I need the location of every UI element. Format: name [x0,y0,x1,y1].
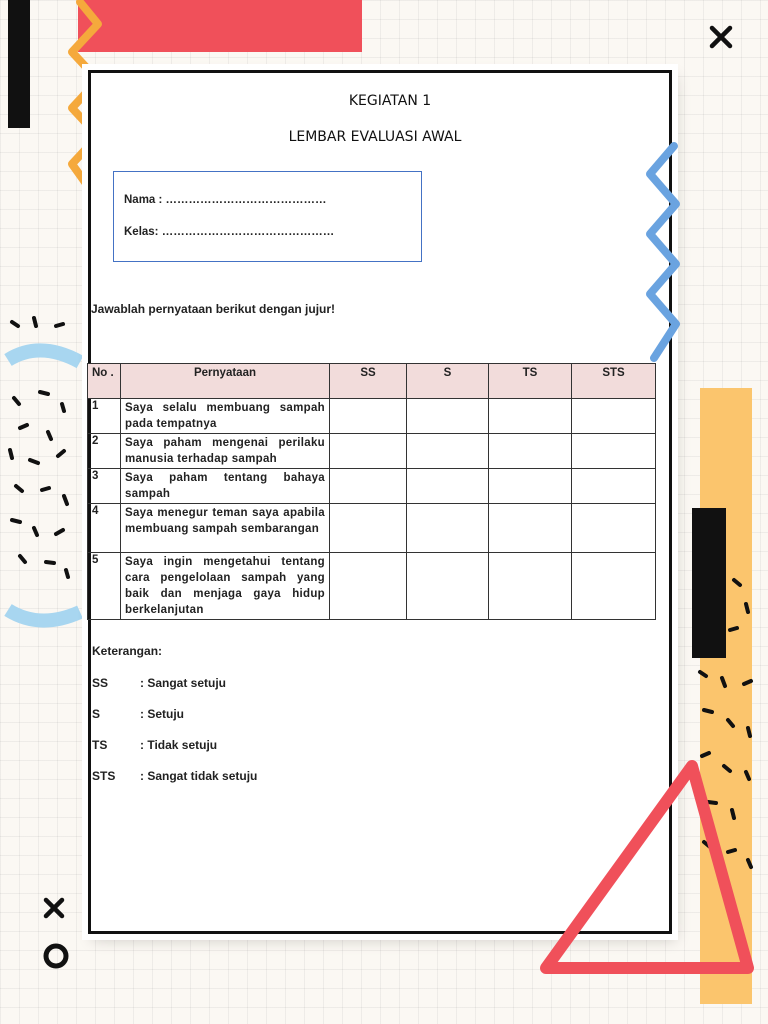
left-confetti-pattern [0,300,90,660]
header-ss: SS [330,364,407,399]
answer-cell-ss[interactable] [330,553,407,620]
answer-cell-ts[interactable] [489,504,572,553]
red-block-top [78,0,362,52]
header-sts: STS [572,364,656,399]
legend-key: SS [92,676,109,690]
small-x-icon [42,896,66,920]
table-row [88,469,656,504]
answer-cell-ts[interactable] [489,399,572,434]
table-row [88,399,656,434]
row-statement: Saya menegur teman saya apabila membuang sampah sembarangan [121,504,330,553]
row-statement: Saya ingin mengetahui tentang cara pengelolaan sampah yang baik dan menjaga gaya hidup berkelanjutan [121,553,330,620]
answer-cell-s[interactable] [407,434,489,469]
answer-cell-s[interactable] [407,399,489,434]
legend-title: Keterangan: [92,644,163,658]
legend-desc: : Setuju [140,707,184,721]
legend-item [92,769,257,783]
table-row [88,553,656,620]
answer-cell-sts[interactable] [572,434,656,469]
answer-cell-sts[interactable] [572,399,656,434]
row-statement: Saya selalu membuang sampah pada tempatnya [121,399,330,434]
class-field[interactable]: Kelas: ……………………………………… [124,226,335,238]
black-bar-top-left [8,0,30,128]
triangle-icon [536,752,762,982]
answer-cell-s[interactable] [407,553,489,620]
legend-desc: : Sangat tidak setuju [140,769,258,783]
header-ts: TS [489,364,572,399]
legend-desc: : Sangat setuju [140,676,227,690]
name-field[interactable]: Nama : …………………………………… [124,194,327,206]
answer-cell-ts[interactable] [489,469,572,504]
legend-item [92,707,184,721]
row-number: 1 [88,399,121,434]
table-row [88,434,656,469]
circle-icon [40,940,72,972]
answer-cell-ss[interactable] [330,504,407,553]
answer-cell-sts[interactable] [572,469,656,504]
identity-box [113,171,422,262]
table-header-row [88,364,656,399]
close-x-icon [708,24,734,50]
statement-table [87,363,656,620]
header-statement: Pernyataan [121,364,330,399]
header-no: No . [88,364,121,399]
row-number: 4 [88,504,121,553]
answer-cell-sts[interactable] [572,504,656,553]
legend-item [92,738,217,752]
legend-key: STS [92,769,116,783]
answer-cell-ss[interactable] [330,469,407,504]
instruction-text: Jawablah pernyataan berikut dengan jujur! [91,302,336,316]
row-statement: Saya paham tentang bahaya sampah [121,469,330,504]
legend-key: S [92,707,101,721]
row-number: 5 [88,553,121,620]
answer-cell-s[interactable] [407,504,489,553]
answer-cell-ts[interactable] [489,553,572,620]
worksheet-title: KEGIATAN 1 [348,93,432,109]
worksheet-subtitle: LEMBAR EVALUASI AWAL [288,129,462,145]
answer-cell-sts[interactable] [572,553,656,620]
legend-key: TS [92,738,108,752]
legend-item [92,676,226,690]
legend-desc: : Tidak setuju [140,738,218,752]
answer-cell-ts[interactable] [489,434,572,469]
header-s: S [407,364,489,399]
answer-cell-ss[interactable] [330,399,407,434]
answer-cell-ss[interactable] [330,434,407,469]
table-row [88,504,656,553]
blue-zigzag [640,140,690,370]
row-statement: Saya paham mengenai perilaku manusia terhadap sampah [121,434,330,469]
row-number: 3 [88,469,121,504]
row-number: 2 [88,434,121,469]
answer-cell-s[interactable] [407,469,489,504]
